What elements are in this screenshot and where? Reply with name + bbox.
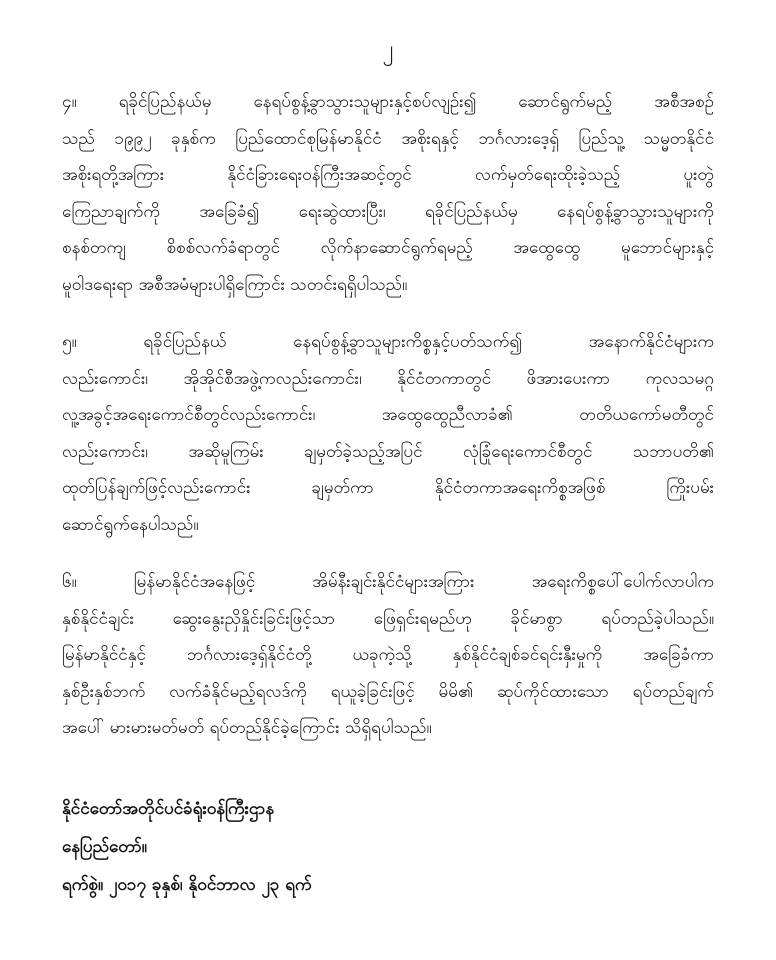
paragraph-line: အပေါ် မားမားမတ်မတ် ရပ်တည်နိုင်ခဲ့ကြောင်း သိရှိရပါသည်။ (62, 718, 432, 738)
paragraph-line: နှစ်ဦးနှစ်ဘက် လက်ခံနိုင်မည့်ရလဒ်ကို ရယူခဲ့ခြင်းဖြင့် မိမိ၏ ဆုပ်ကိုင်ထားသော ရပ်တည်ချက် (62, 681, 714, 702)
paragraph-line: ကြေညာချက်ကို အခြေခံ၍ ရေးဆွဲထားပြီး၊ ရခိုင်ပြည်နယ်မှ နေရပ်စွန့်ခွာသွားသူများကို (62, 201, 714, 222)
paragraph-line: စနစ်တကျ စိစစ်လက်ခံရာတွင် လိုက်နာဆောင်ရွက်ရမည့် အထွေထွေ မူဘောင်များနှင့် (62, 238, 714, 258)
paragraph-line: ၆။ မြန်မာနိုင်ငံအနေဖြင့် အိမ်နီးချင်းနိုင်ငံများအကြား အရေးကိစ္စပေါ်ပေါက်လာပါက (62, 572, 714, 592)
issuing-office: နိုင်ငံတော်အတိုင်ပင်ခံရုံးဝန်ကြီးဌာန (62, 799, 275, 819)
page-number: ၂ (382, 37, 394, 62)
paragraph-4 (62, 84, 714, 303)
issue-date: ရက်စွဲ။ ၂၀၁၇ ခုနှစ်၊ နိုဝင်ဘာလ ၂၃ ရက် (62, 875, 312, 895)
paragraph-line: လည်းကောင်း၊ အဆိုမူကြမ်း ချမှတ်ခဲ့သည့်အပြင် လုံခြုံရေးကောင်စီတွင် သဘာပတိ၏ (62, 441, 714, 462)
paragraph-line: မူဝါဒရေးရာ အစီအမံများပါရှိကြောင်း သတင်းရရှိပါသည်။ (62, 274, 408, 295)
paragraph-line: ထုတ်ပြန်ချက်ဖြင့်လည်းကောင်း ချမှတ်ကာ နိုင်ငံတကာအရေးကိစ္စအဖြစ် ကြိုးပမ်း (62, 478, 714, 498)
paragraph-line: သည် ၁၉၉၂ ခုနှစ်က ပြည်ထောင်စုမြန်မာနိုင်ငံ အစိုးရနှင့် ဘင်္ဂလားဒေ့ရှ် ပြည်သူ့ သမ္မတနိုင်ငံ (62, 128, 714, 149)
paragraph-line: ၄။ ရခိုင်ပြည်နယ်မှ နေရပ်စွန့်ခွာသွားသူများနှင့်စပ်လျဉ်း၍ ဆောင်ရွက်မည့် အစီအစဉ် (62, 92, 714, 112)
paragraph-5 (62, 324, 714, 543)
paragraph-6 (62, 564, 714, 747)
paragraph-line: အစိုးရတို့အကြား နိုင်ငံခြားရေးဝန်ကြီးအဆင့်တွင် လက်မှတ်ရေးထိုးခဲ့သည့် ပူးတွဲ (62, 165, 714, 185)
paragraph-line: လူ့အခွင့်အရေးကောင်စီတွင်လည်းကောင်း၊ အထွေထွေညီလာခံ၏ တတိယကော်မတီတွင် (62, 405, 714, 425)
paragraph-line: နှစ်နိုင်ငံချင်း ဆွေးနွေးညှိနှိုင်းခြင်းဖြင့်သာ ဖြေရှင်းရမည်ဟု ခိုင်မာစွာ ရပ်တည်ခဲ့ပါသည်။ (62, 608, 714, 629)
signature-block (62, 790, 312, 904)
paragraph-line: ၅။ ရခိုင်ပြည်နယ် နေရပ်စွန့်ခွာသူများကိစ္စနှင့်ပတ်သက်၍ အနောက်နိုင်ငံများက (62, 332, 714, 352)
issuing-place: နေပြည်တော်။ (62, 837, 147, 857)
paragraph-line: ဆောင်ရွက်နေပါသည်။ (62, 514, 199, 535)
paragraph-line: မြန်မာနိုင်ငံနှင့် ဘင်္ဂလားဒေ့ရှ်နိုင်ငံတို့ ယခုကဲ့သို့ နှစ်နိုင်ငံချစ်ခင်ရင်းနှီးမှုကို အခြေခံကာ (62, 645, 714, 665)
paragraph-line: လည်းကောင်း၊ အိုအိုင်စီအဖွဲ့ကလည်းကောင်း၊ နိုင်ငံတကာတွင် ဖိအားပေးကာ ကုလသမဂ္ဂ (62, 368, 714, 389)
